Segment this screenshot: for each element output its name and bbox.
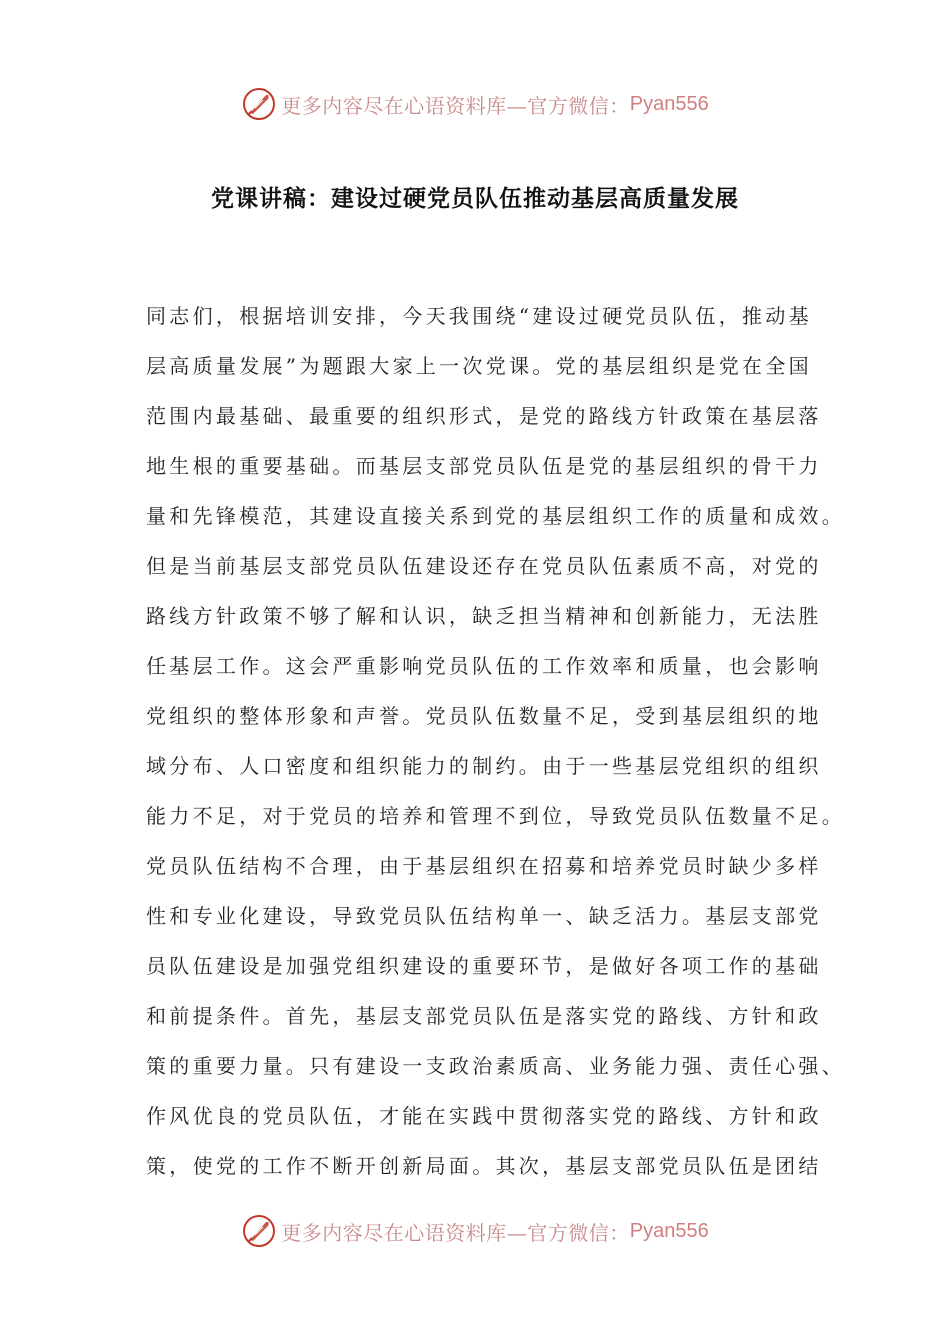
text-line: 域分布、人口密度和组织能力的制约。由于一些基层党组织的组织 <box>146 754 822 778</box>
watermark-brand: Pyan556 <box>629 92 709 115</box>
text-line: 地生根的重要基础。而基层支部党员队伍是党的基层组织的骨干力 <box>146 454 822 478</box>
header-watermark <box>0 84 950 124</box>
text-line: 任基层工作。这会严重影响党员队伍的工作效率和质量，也会影响 <box>146 654 822 678</box>
text-line: 层高质量发展”为题跟大家上一次党课。党的基层组织是党在全国 <box>146 354 812 378</box>
text-line: 性和专业化建设，导致党员队伍结构单一、缺乏活力。基层支部党 <box>146 904 822 928</box>
watermark-text: 更多内容尽在心语资料库—官方微信： <box>281 1220 630 1245</box>
body-text <box>146 291 845 1191</box>
text-line: 党员队伍结构不合理，由于基层组织在招募和培养党员时缺少多样 <box>146 854 822 878</box>
text-line: 范围内最基础、最重要的组织形式，是党的路线方针政策在基层落 <box>146 404 822 428</box>
footer-watermark <box>0 1211 950 1251</box>
feather-pen-icon <box>241 86 277 122</box>
text-line: 能力不足，对于党员的培养和管理不到位，导致党员队伍数量不足。 <box>146 804 845 828</box>
text-line: 和前提条件。首先，基层支部党员队伍是落实党的路线、方针和政 <box>146 1004 822 1028</box>
text-line: 路线方针政策不够了解和认识，缺乏担当精神和创新能力，无法胜 <box>146 604 822 628</box>
text-line: 策，使党的工作不断开创新局面。其次，基层支部党员队伍是团结 <box>146 1154 822 1178</box>
page-title: 党课讲稿：建设过硬党员队伍推动基层高质量发展 <box>211 186 739 212</box>
text-line: 但是当前基层支部党员队伍建设还存在党员队伍素质不高，对党的 <box>146 554 822 578</box>
feather-pen-icon <box>241 1213 277 1249</box>
watermark-brand: Pyan556 <box>629 1219 709 1242</box>
watermark-text: 更多内容尽在心语资料库—官方微信： <box>281 93 630 118</box>
text-line: 同志们，根据培训安排，今天我围绕“建设过硬党员队伍，推动基 <box>146 304 812 328</box>
text-line: 策的重要力量。只有建设一支政治素质高、业务能力强、责任心强、 <box>146 1054 845 1078</box>
text-line: 量和先锋模范，其建设直接关系到党的基层组织工作的质量和成效。 <box>146 504 845 528</box>
text-line: 作风优良的党员队伍，才能在实践中贯彻落实党的路线、方针和政 <box>146 1104 822 1128</box>
text-line: 员队伍建设是加强党组织建设的重要环节，是做好各项工作的基础 <box>146 954 822 978</box>
text-line: 党组织的整体形象和声誉。党员队伍数量不足，受到基层组织的地 <box>146 704 822 728</box>
